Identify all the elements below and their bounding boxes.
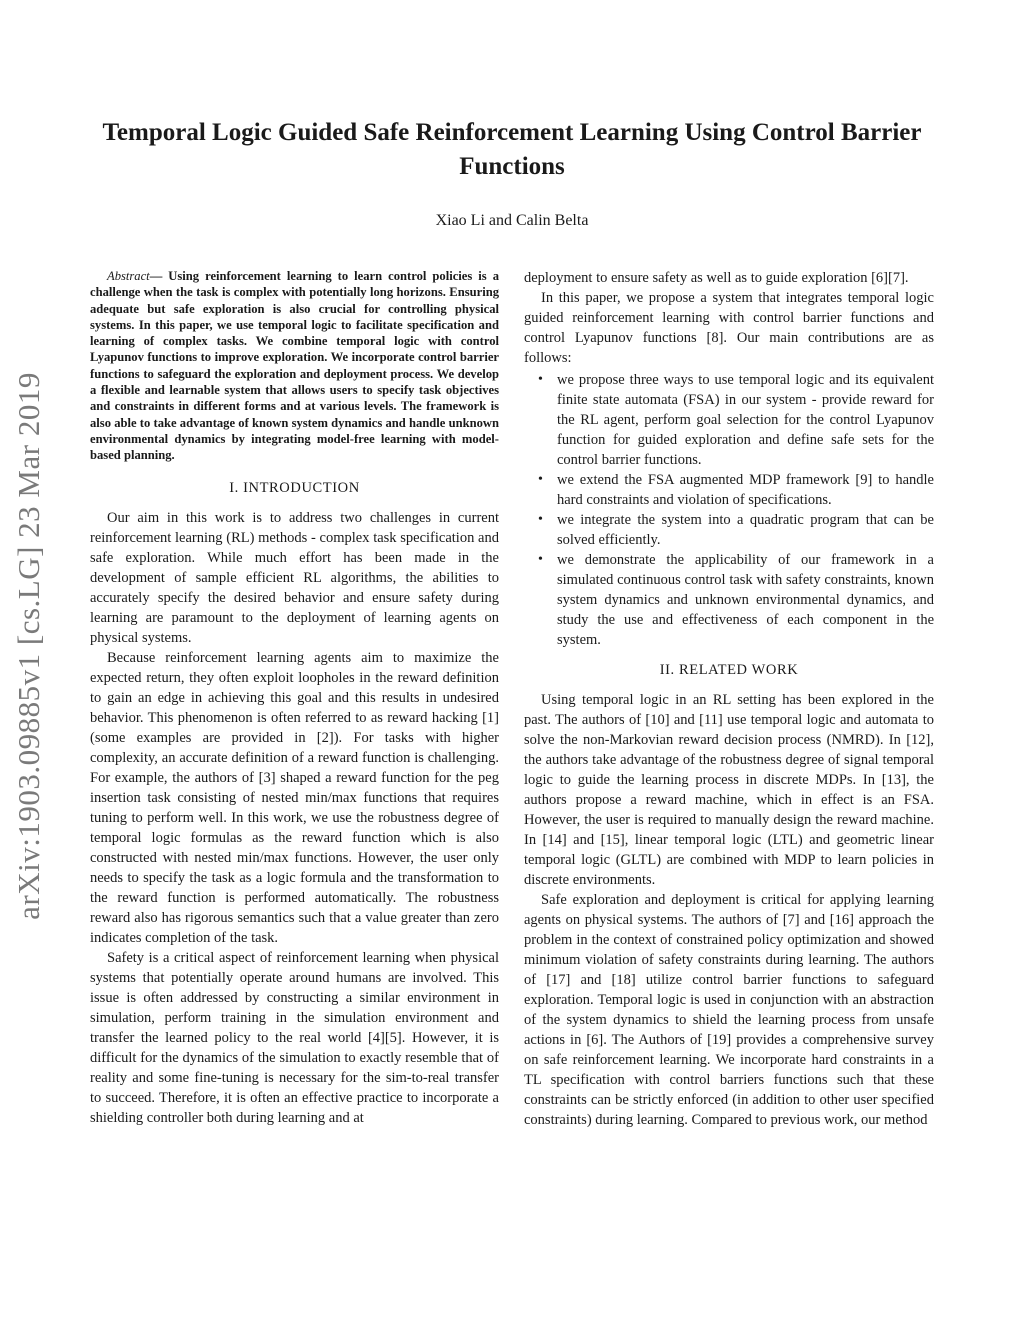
bullet-icon: •: [538, 472, 543, 487]
intro-paragraph-2: Because reinforcement learning agents aim to maximize the expected return, they often exploit loopholes in the reward definition to gain an edge in achieving this goal and this results in undesired behavior. This phenomenon is often referred to as reward hacking [1] (some examples are provided in [2]). For tasks with higher complexity, an accurate definition of a reward function is challenging. For example, the authors of [3] shaped a reward function for the peg insertion task consisting of nested min/max functions that requires tuning to perform well. In this work, we use the robustness degree of temporal logic formulas as the reward function which is also constructed with nested min/max functions. However, the user only needs to specify the task as a logic formula and the transformation to the reward function is performed automatically. The robustness reward also has rigorous semantics such that a value greater than zero indicates completion of the task.: [90, 649, 499, 946]
list-item: [524, 470, 934, 510]
abstract-text: — Using reinforcement learning to learn control policies is a challenge when the task is complex with potentially long horizons. Ensuring adequate but safe exploration is also crucial for controlling physical systems. In this paper, we use temporal logic to facilitate specification and learning of complex tasks. We combine temporal logic with control Lyapunov functions to improve exploration. We incorporate control barrier functions to safeguard the exploration and deployment process. We develop a flexible and learnable system that allows users to specify task objectives and constraints in different forms and at various levels. The framework is also able to take advantage of known system dynamics and handle unknown environmental dynamics by integrating model-free learning with model-based planning.: [90, 269, 499, 463]
paper-authors: Xiao Li and Calin Belta: [435, 212, 589, 229]
paper-title: Temporal Logic Guided Safe Reinforcement Learning Using Control Barrier Functions: [102, 119, 922, 180]
bullet-icon: •: [538, 512, 543, 527]
arxiv-side-stamp: [8, 350, 50, 942]
contribution-text: we extend the FSA augmented MDP framework [9] to handle hard constraints and violation of specifications.: [557, 472, 934, 508]
intro-paragraph-3-continued: deployment to ensure safety as well as to guide exploration [6][7].: [524, 270, 909, 286]
contribution-text: we demonstrate the applicability of our framework in a simulated continuous control task with safety constraints, known system dynamics and unknown environmental dynamics, and study the use and effectiveness of each component in the system.: [557, 552, 934, 648]
contributions-list: [524, 370, 934, 650]
left-column: [90, 268, 499, 1128]
intro-paragraph-4: In this paper, we propose a system that integrates temporal logic guided reinforcement learning with control barrier functions and control Lyapunov functions [8]. Our main contributions are as follows:: [524, 290, 934, 366]
bullet-icon: •: [538, 372, 543, 387]
list-item: [524, 550, 934, 650]
arxiv-identifier: arXiv:1903.09885v1 [cs.LG] 23 Mar 2019: [11, 372, 47, 920]
intro-paragraph-1: Our aim in this work is to address two challenges in current reinforcement learning (RL) methods - complex task specification and safe exploration. While much effort has been made in the development of sample efficient RL algorithms, the abilities to accurately specify the desired behavior and ensure safety during learning are paramount to the deployment of learning agents on physical systems.: [90, 509, 499, 646]
abstract: [90, 268, 499, 464]
bullet-icon: •: [538, 552, 543, 567]
section-heading-introduction: I. INTRODUCTION: [229, 479, 360, 496]
contribution-text: we integrate the system into a quadratic program that can be solved efficiently.: [557, 512, 934, 548]
related-paragraph-2: Safe exploration and deployment is critical for applying learning agents on physical systems. The authors of [7] and [16] approach the problem in the context of constrained policy optimization and showed minimum violation of safety constraints during learning. The authors of [17] and [18] utilize control barrier functions to safeguard exploration. Temporal logic is used in conjunction with an abstraction of the system dynamics to shield the learning process from unsafe actions in [6]. The Authors of [19] provides a comprehensive survey on safe reinforcement learning. We incorporate hard constraints in a TL specification with control barriers functions such that these constraints can be strictly enforced (in addition to other user specified constraints) during learning. Compared to previous work, our method: [524, 892, 934, 1128]
intro-paragraph-3: Safety is a critical aspect of reinforcement learning when physical systems that potentially operate around humans are involved. This issue is often addressed by constructing a similar environment in simulation, perform training in the simulation environment and transfer the learned policy to the real world [4][5]. However, it is difficult for the dynamics of the simulation to exactly resemble that of reality and some fine-tuning is necessary for the sim-to-real transfer to succeed. Therefore, it is often an effective practice to incorporate a shielding controller both during learning and at: [90, 949, 499, 1126]
list-item: [524, 510, 934, 550]
section-heading-related-work: II. RELATED WORK: [659, 662, 799, 678]
related-paragraph-1: Using temporal logic in an RL setting has been explored in the past. The authors of [10] and [11] use temporal logic and automata to solve the non-Markovian reward decision process (NMRD). In [12], the authors take advantage of the robustness degree of signal temporal logic to guide the learning process in discrete MDPs. In [13], the authors propose a reward machine, which in effect is an FSA. However, the user is required to manually design the reward machine. In [14] and [15], linear temporal logic (LTL) and geometric linear temporal logic (GLTL) are combined with MDP to learn policies in discrete environments.: [524, 692, 934, 888]
list-item: [524, 370, 934, 470]
contribution-text: we propose three ways to use temporal logic and its equivalent finite state automata (FSA) in our system - provide reward for the RL agent, perform goal selection for the control Lyapunov function for guided exploration and define safe sets for the control barrier functions.: [557, 372, 934, 468]
abstract-label: Abstract: [107, 269, 150, 283]
right-column: [524, 268, 934, 1130]
